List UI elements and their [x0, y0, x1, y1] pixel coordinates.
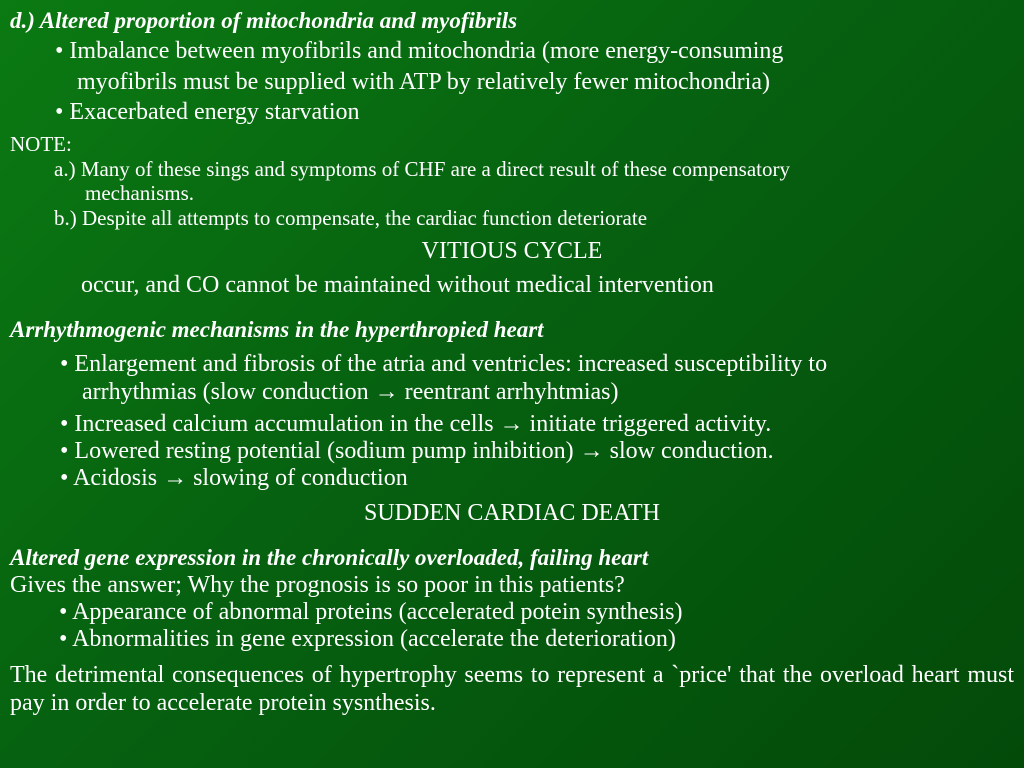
arrhythmogenic-bullet-1-line-2: arrhythmias (slow conduction → reentrant arrhyhtmias) — [82, 379, 619, 405]
section-d-bullet-1-line-2: myofibrils must be supplied with ATP by relatively fewer mitochondria) — [77, 69, 770, 95]
arrhythmogenic-bullet-3: • Lowered resting potential (sodium pump inhibition) → slow conduction. — [60, 438, 774, 464]
note-a-line-1: a.) Many of these sings and symptoms of CHF are a direct result of these compensatory — [54, 157, 790, 181]
gene-intro: Gives the answer; Why the prognosis is so poor in this patients? — [10, 572, 625, 598]
arrhythmogenic-heading: Arrhythmogenic mechanisms in the hyperthropied heart — [10, 317, 544, 342]
arrhythmogenic-bullet-1-line-1: • Enlargement and fibrosis of the atria and ventricles: increased susceptibility to — [60, 351, 828, 377]
vicious-cycle: VITIOUS CYCLE — [421, 238, 603, 264]
note-label: NOTE: — [10, 132, 72, 156]
sudden-cardiac-death: SUDDEN CARDIAC DEATH — [363, 500, 660, 526]
gene-bullet-1: • Appearance of abnormal proteins (accelerated potein synthesis) — [59, 599, 683, 625]
note-b-line-1: b.) Despite all attempts to compensate, the cardiac function deteriorate — [54, 206, 648, 230]
section-d-heading: d.) Altered proportion of mitochondria and myofibrils — [10, 8, 518, 33]
note-a-line-2: mechanisms. — [85, 181, 195, 205]
gene-bullet-2: • Abnormalities in gene expression (accelerate the deterioration) — [59, 626, 676, 652]
arrhythmogenic-bullet-4: • Acidosis → slowing of conduction — [60, 465, 408, 491]
section-d-bullet-2: • Exacerbated energy starvation — [55, 99, 360, 125]
gene-conclusion-paragraph: The detrimental consequences of hypertrophy seems to represent a `price' that the overload heart must pay in order to accelerate protein sysnthesis. — [10, 662, 1014, 716]
arrhythmogenic-bullet-2: • Increased calcium accumulation in the cells → initiate triggered activity. — [60, 411, 772, 437]
section-d-bullet-1-line-1: • Imbalance between myofibrils and mitochondria (more energy-consuming — [55, 38, 784, 64]
note-occur-line: occur, and CO cannot be maintained without medical intervention — [81, 272, 714, 298]
gene-heading: Altered gene expression in the chronically overloaded, failing heart — [10, 545, 649, 570]
